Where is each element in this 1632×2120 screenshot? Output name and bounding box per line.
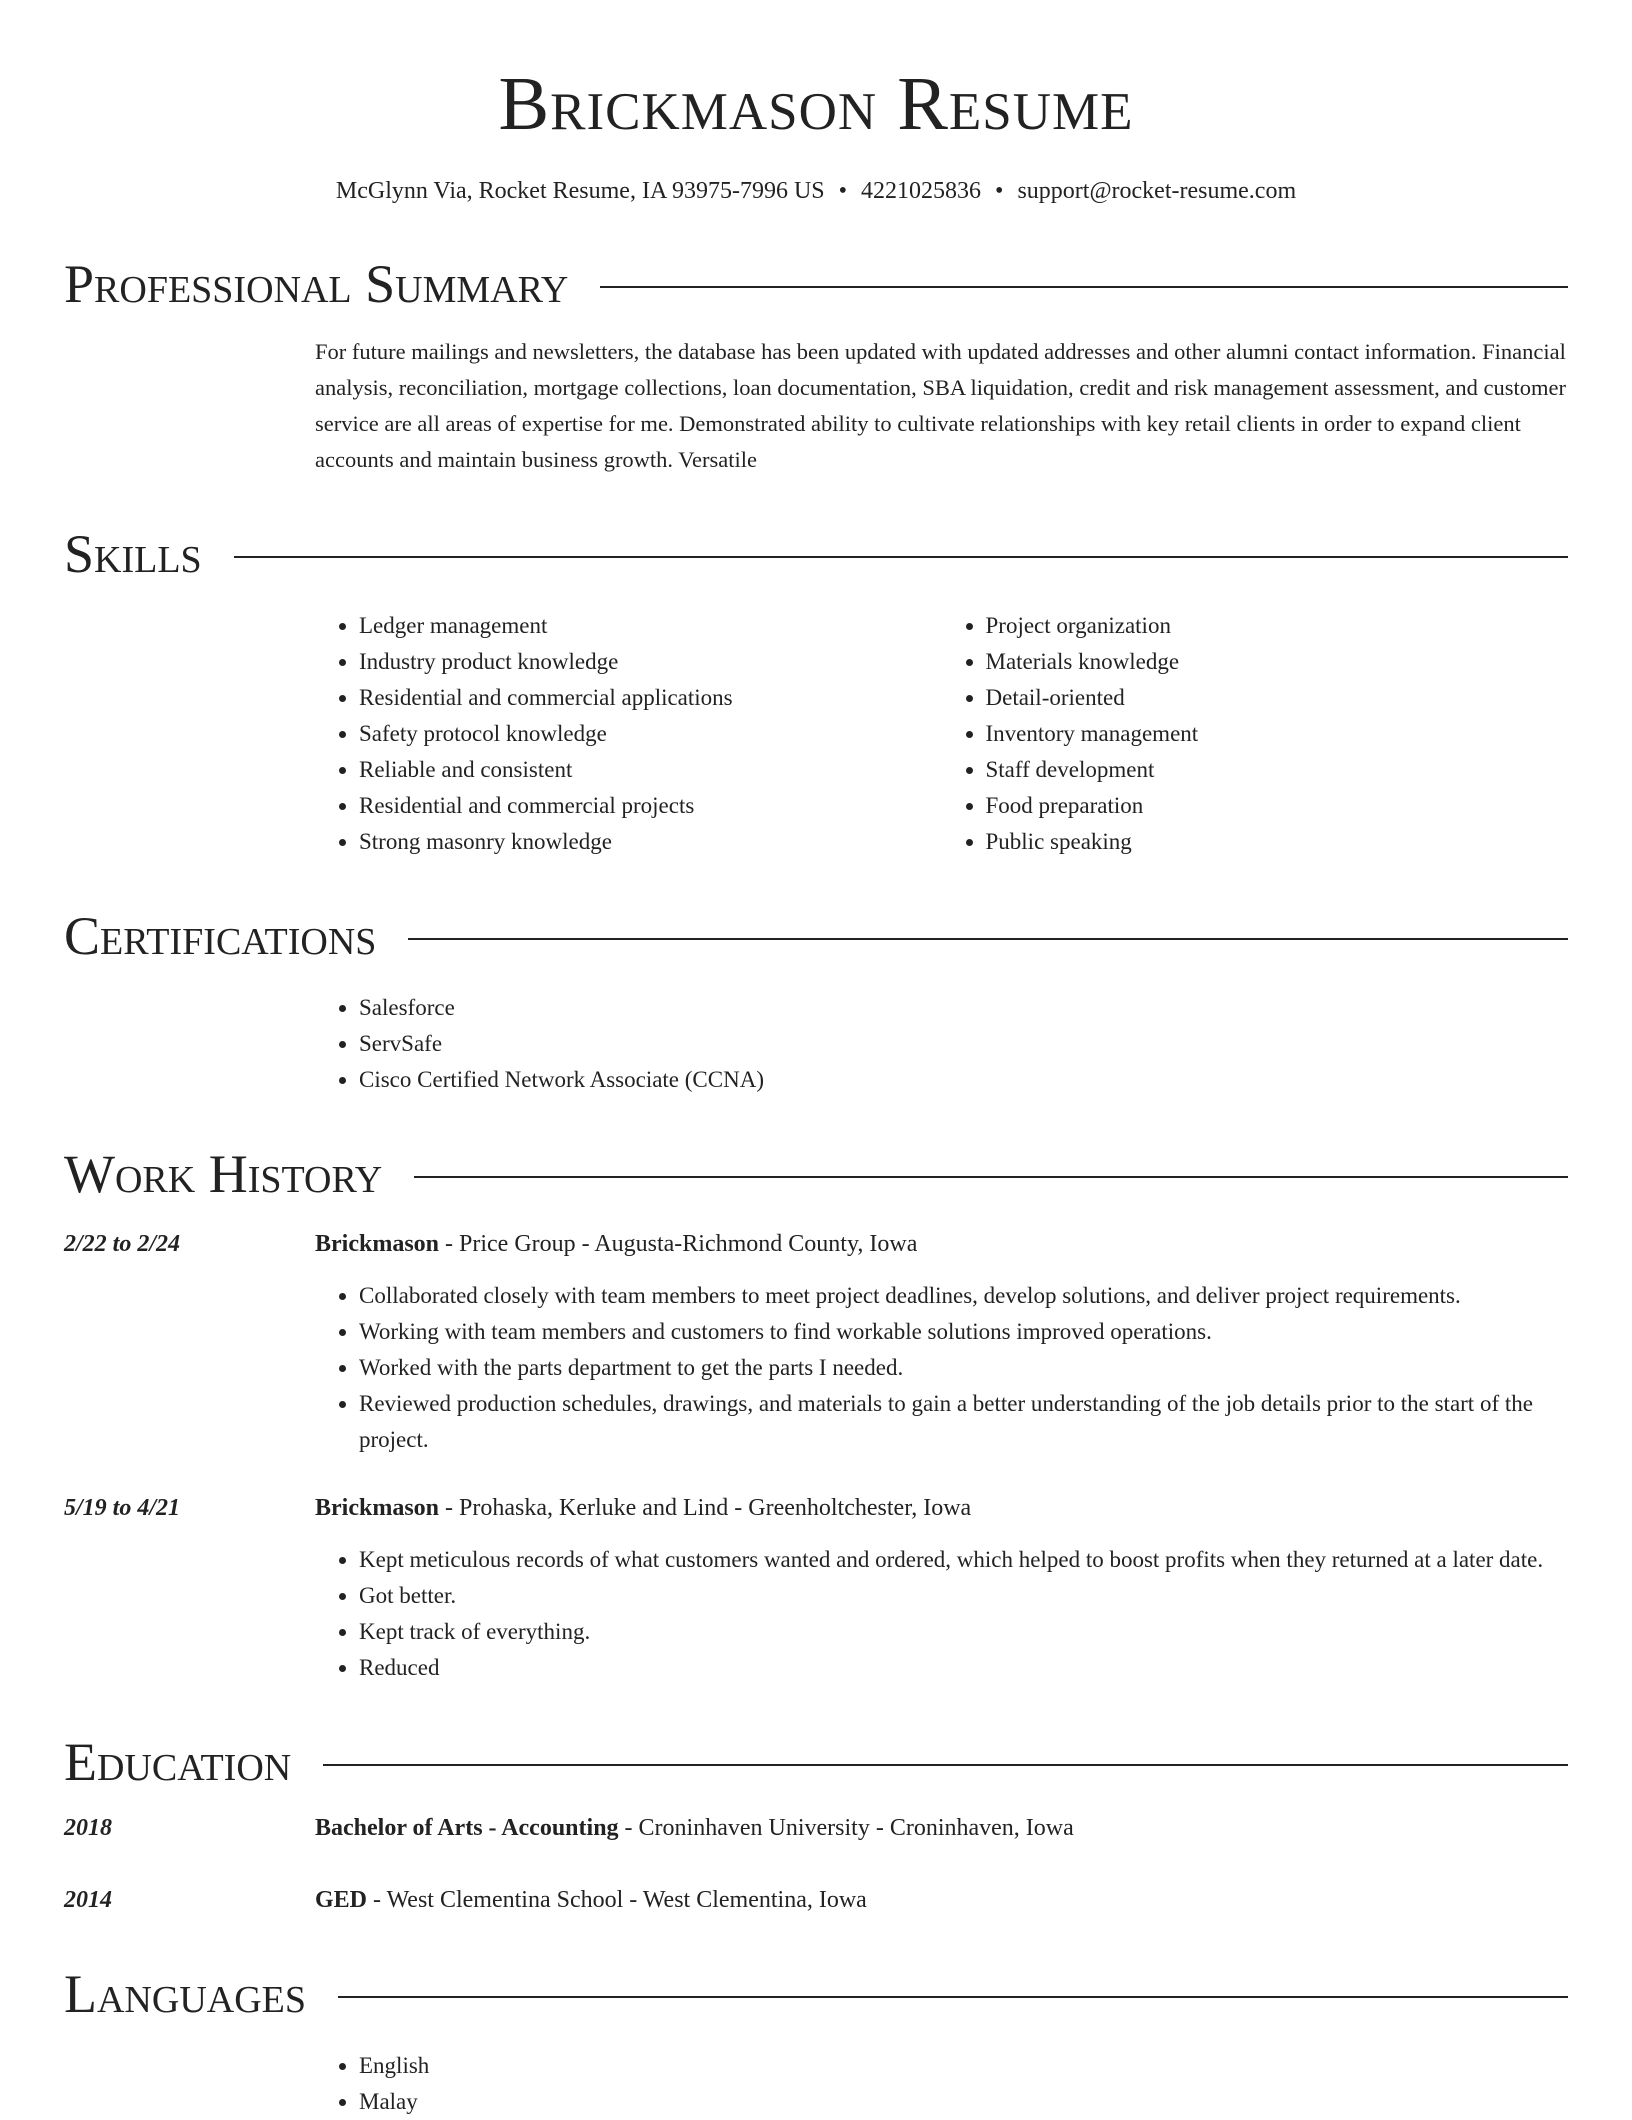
skill-item: • Residential and commercial projects (359, 788, 942, 824)
skill-item: • Materials knowledge (986, 644, 1569, 680)
job-entry (64, 1226, 1568, 1262)
skill-item: • Project organization (986, 608, 1569, 644)
education-degree: GED (315, 1887, 368, 1913)
contact-email[interactable]: support@rocket-resume.com (1017, 178, 1297, 204)
education-degree: Bachelor of Arts - Accounting (315, 1815, 619, 1841)
job-heading (315, 1490, 971, 1526)
job-entry (64, 1490, 1568, 1526)
skill-item: • Food preparation (986, 788, 1569, 824)
section-divider (414, 1176, 1568, 1178)
languages-list (315, 2048, 1568, 2120)
section-title-certifications: Certifications (64, 906, 377, 966)
job-bullet: • Kept track of everything. (359, 1614, 1579, 1650)
skill-item: • Reliable and consistent (359, 752, 942, 788)
skill-item: • Public speaking (986, 824, 1569, 860)
education-details: - West Clementina School - West Clementina, Iowa (367, 1887, 867, 1913)
summary-section-header (64, 254, 1568, 314)
section-title-work-history: Work History (64, 1144, 383, 1204)
skill-item: • Strong masonry knowledge (359, 824, 942, 860)
section-title-skills: Skills (64, 524, 202, 584)
education-year: 2018 (64, 1815, 112, 1841)
contact-line (64, 174, 1568, 208)
skills-section-header (64, 524, 1568, 584)
section-divider (600, 286, 1568, 288)
skill-item: • Safety protocol knowledge (359, 716, 942, 752)
job-dates: 5/19 to 4/21 (64, 1495, 181, 1521)
skill-item: • Ledger management (359, 608, 942, 644)
job-role: Brickmason (315, 1231, 440, 1257)
job-bullet: • Kept meticulous records of what customers wanted and ordered, which helped to boost profits when they returned at a later date. (359, 1542, 1579, 1578)
job-dates: 2/22 to 2/24 (64, 1231, 181, 1257)
skill-item: • Detail-oriented (986, 680, 1569, 716)
skill-item: • Residential and commercial applications (359, 680, 942, 716)
skill-item: • Staff development (986, 752, 1569, 788)
education-entry (64, 1810, 1568, 1846)
education-heading (315, 1882, 867, 1918)
skills-list-right (942, 608, 1569, 860)
certification-item: • Cisco Certified Network Associate (CCNA) (359, 1062, 1568, 1098)
job-bullet: • Working with team members and customers to find workable solutions improved operations. (359, 1314, 1579, 1350)
certification-item: • ServSafe (359, 1026, 1568, 1062)
skill-item: • Industry product knowledge (359, 644, 942, 680)
resume-name: Brickmason Resume (498, 62, 1134, 146)
language-item: • English (359, 2048, 1568, 2084)
education-section-header (64, 1732, 1568, 1792)
skill-item: • Inventory management (986, 716, 1569, 752)
contact-separator: • (995, 178, 1004, 204)
contact-address: McGlynn Via, Rocket Resume, IA 93975-7996 US (335, 178, 825, 204)
section-divider (323, 1764, 1568, 1766)
contact-separator: • (838, 178, 848, 204)
education-heading (315, 1810, 1074, 1846)
education-entry (64, 1882, 1568, 1918)
summary-text: For future mailings and newsletters, the database has been updated with updated addresses and other alumni contact information. Financial analysis, reconciliation, mortgage collections, loan documentation, SBA liquidation, credit and risk management assessment, and customer service are all areas of expertise for me. Demonstrated ability to cultivate relationships with key retail clients in order to expand client accounts and maintain business growth. Versatile (315, 339, 1566, 472)
job-bullet-list (315, 1278, 1579, 1458)
job-bullet-list (315, 1542, 1579, 1686)
certifications-section-header (64, 906, 1568, 966)
job-bullets (315, 1542, 1568, 1686)
job-bullet: • Worked with the parts department to get the parts I needed. (359, 1350, 1579, 1386)
job-bullet: • Collaborated closely with team members to meet project deadlines, develop solutions, and deliver project requirements. (359, 1278, 1579, 1314)
job-heading (315, 1226, 917, 1262)
languages-section-header (64, 1964, 1568, 2024)
job-details: - Prohaska, Kerluke and Lind - Greenholtchester, Iowa (439, 1495, 972, 1521)
job-bullet: • Reviewed production schedules, drawings, and materials to gain a better understanding of the job details prior to the start of the project. (359, 1386, 1579, 1458)
section-title-languages: Languages (64, 1964, 306, 2024)
section-divider (408, 938, 1568, 940)
section-title-summary: Professional Summary (64, 254, 569, 314)
contact-phone: 4221025836 (861, 178, 982, 204)
skills-grid (315, 608, 1568, 860)
skills-list-left (315, 608, 942, 860)
certifications-block (315, 990, 1568, 1098)
section-divider (234, 556, 1568, 558)
education-details: - Croninhaven University - Croninhaven, Iowa (618, 1815, 1074, 1841)
job-role: Brickmason (315, 1495, 440, 1521)
job-bullet: • Got better. (359, 1578, 1579, 1614)
languages-block (315, 2048, 1568, 2120)
education-year: 2014 (64, 1887, 112, 1913)
job-bullet: • Reduced (359, 1650, 1579, 1686)
certification-item: • Salesforce (359, 990, 1568, 1026)
section-divider (338, 1996, 1568, 1998)
language-item: • Malay (359, 2084, 1568, 2120)
job-bullets (315, 1278, 1568, 1458)
work-section-header (64, 1144, 1568, 1204)
certifications-list (315, 990, 1568, 1098)
section-title-education: Education (64, 1732, 292, 1792)
job-details: - Price Group - Augusta-Richmond County, Iowa (439, 1231, 918, 1257)
